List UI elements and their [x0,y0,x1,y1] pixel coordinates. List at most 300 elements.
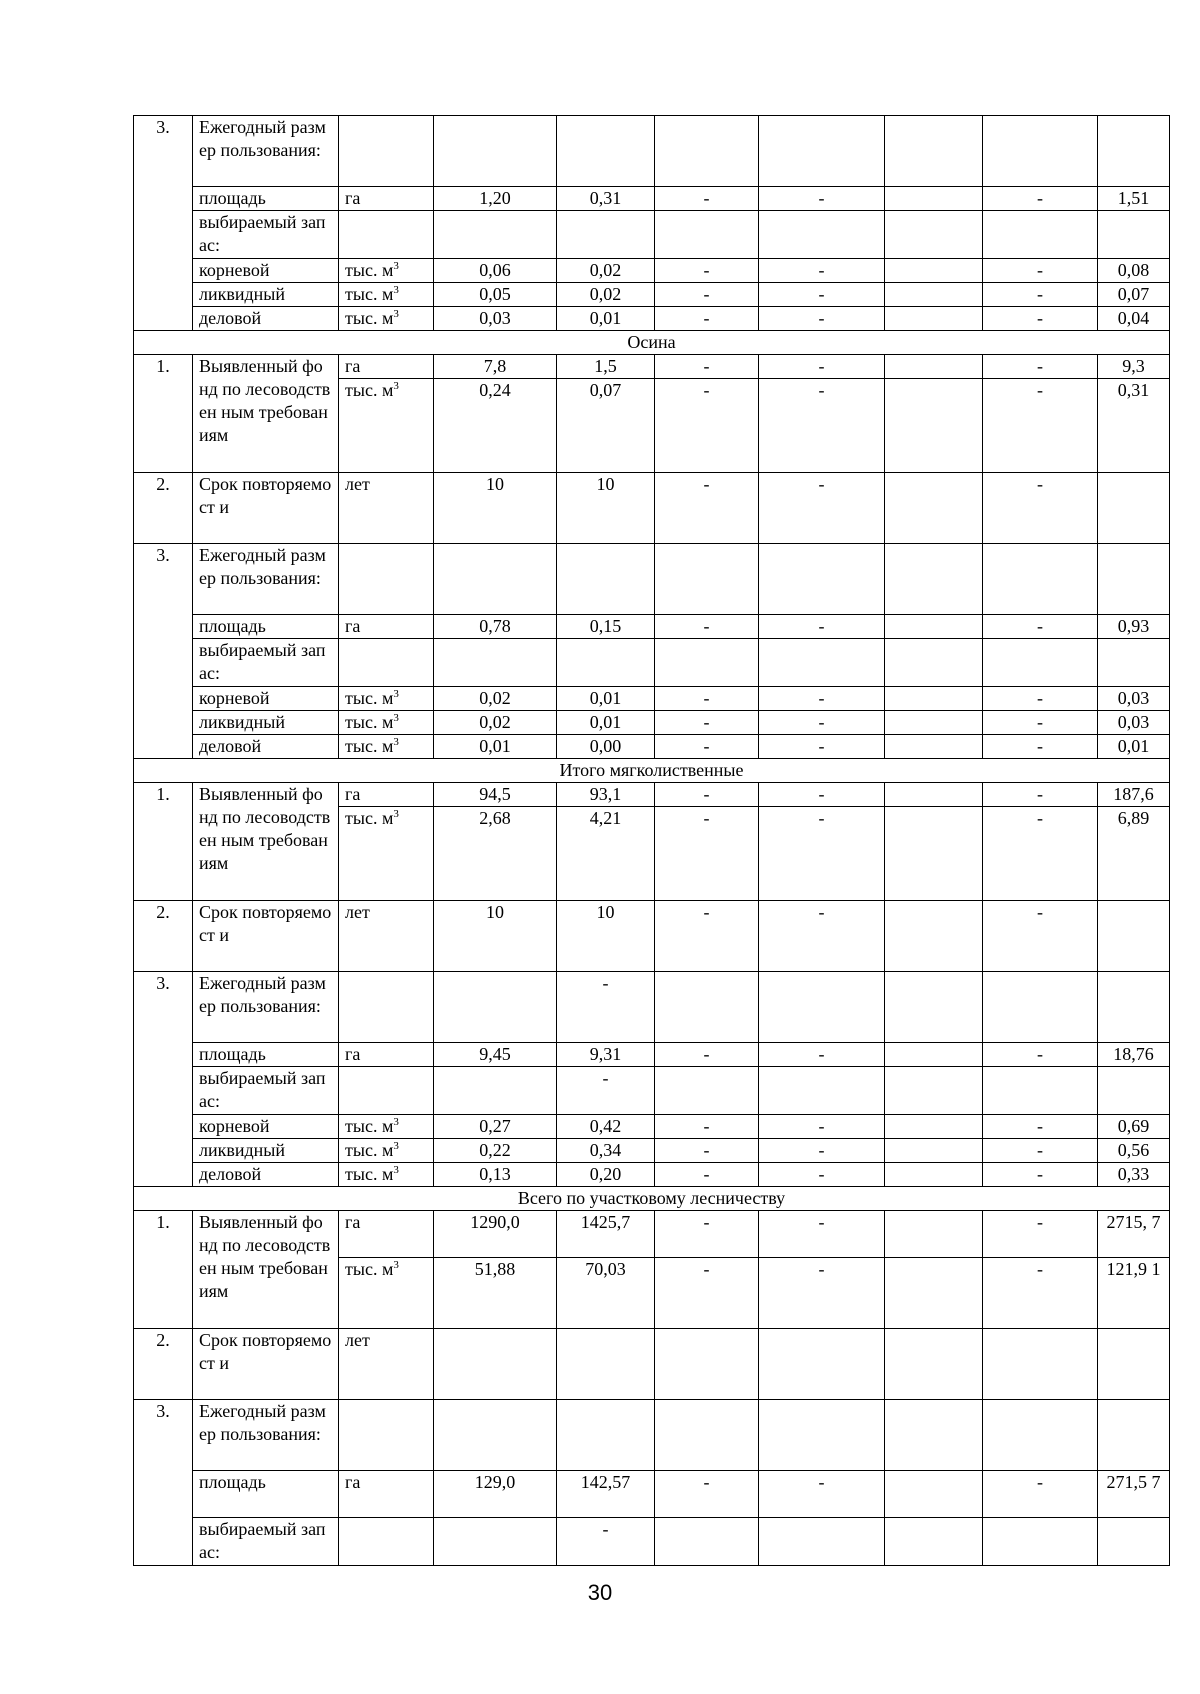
value-cell: 1,5 [557,355,655,379]
value-cell: - [557,1067,655,1115]
unit-text: тыс. м [345,284,394,304]
value-cell: 0,05 [434,283,557,307]
table-row [134,259,1170,283]
value-cell: 0,03 [434,307,557,331]
value-cell [885,807,983,901]
value-cell: 0,04 [1098,307,1170,331]
value-cell [885,1258,983,1329]
value-cell [434,116,557,187]
value-cell: 0,34 [557,1139,655,1163]
value-cell [885,639,983,687]
table-row [134,283,1170,307]
section-heading: Всего по участковому лесничеству [134,1187,1170,1211]
unit-cell [339,379,434,473]
value-cell [1098,473,1170,544]
value-cell: - [983,307,1098,331]
indicator-name: Выявленный фонд по лесоводствен ным требованиям [193,783,339,901]
section-heading: Итого мягколиственные [134,759,1170,783]
unit-superscript: 3 [393,260,399,272]
value-cell [885,687,983,711]
value-cell: - [759,1211,885,1258]
value-cell [885,473,983,544]
value-cell: 0,78 [434,615,557,639]
value-cell: 1290,0 [434,1211,557,1258]
indicator-name: выбираемый запас: [193,211,339,259]
indicator-name: ликвидный [193,1139,339,1163]
table-row [134,1329,1170,1400]
indicator-name: Срок повторяемост и [193,473,339,544]
value-cell [885,1139,983,1163]
unit-cell [339,473,434,544]
unit-superscript: 3 [393,712,399,724]
table-row [134,307,1170,331]
value-cell [434,972,557,1043]
section-row [134,1187,1170,1211]
value-cell: - [557,1518,655,1566]
value-cell: - [655,307,759,331]
value-cell [885,283,983,307]
table-row [134,187,1170,211]
indicator-name: деловой [193,735,339,759]
value-cell: 0,31 [557,187,655,211]
item-number: 1. [134,1211,193,1329]
value-cell: 0,24 [434,379,557,473]
value-cell [885,1518,983,1566]
value-cell [655,211,759,259]
value-cell [1098,972,1170,1043]
value-cell: - [983,711,1098,735]
value-cell: 121,9 1 [1098,1258,1170,1329]
value-cell: 0,42 [557,1115,655,1139]
value-cell [759,544,885,615]
value-cell: - [655,1471,759,1518]
unit-text: лет [345,474,370,494]
value-cell [434,1518,557,1566]
indicator-name: Ежегодный размер пользования: [193,1400,339,1471]
value-cell: - [759,1471,885,1518]
value-cell [759,1329,885,1400]
value-cell: 129,0 [434,1471,557,1518]
value-cell [885,379,983,473]
value-cell: 0,56 [1098,1139,1170,1163]
value-cell: 0,13 [434,1163,557,1187]
indicator-name: корневой [193,259,339,283]
value-cell [655,639,759,687]
value-cell: 0,01 [1098,735,1170,759]
indicator-name: деловой [193,307,339,331]
value-cell: - [983,1471,1098,1518]
value-cell: - [759,187,885,211]
indicator-name: площадь [193,1471,339,1518]
item-number: 3. [134,544,193,759]
table-row [134,901,1170,972]
value-cell: - [983,1115,1098,1139]
value-cell: 10 [434,473,557,544]
value-cell: - [655,711,759,735]
value-cell: 10 [557,901,655,972]
table-row [134,473,1170,544]
unit-cell [339,307,434,331]
unit-text: га [345,784,361,804]
unit-text: тыс. м [345,260,394,280]
value-cell: 0,01 [557,307,655,331]
value-cell [557,1329,655,1400]
indicator-name: ликвидный [193,711,339,735]
unit-cell [339,1518,434,1566]
unit-cell [339,259,434,283]
value-cell [434,1067,557,1115]
unit-cell [339,1043,434,1067]
value-cell: 0,08 [1098,259,1170,283]
unit-cell [339,615,434,639]
value-cell: - [759,687,885,711]
table-row [134,211,1170,259]
value-cell: 271,5 7 [1098,1471,1170,1518]
value-cell: - [759,1258,885,1329]
value-cell: - [655,473,759,544]
table-body [134,116,1170,1566]
indicator-name: Срок повторяемост и [193,1329,339,1400]
unit-text: тыс. м [345,736,394,756]
value-cell [885,307,983,331]
section-row [134,331,1170,355]
value-cell [1098,901,1170,972]
value-cell: 142,57 [557,1471,655,1518]
table-row [134,544,1170,615]
value-cell [983,1329,1098,1400]
value-cell: - [759,259,885,283]
unit-cell [339,639,434,687]
value-cell: - [655,187,759,211]
table-row [134,972,1170,1043]
unit-text: га [345,1472,361,1492]
unit-text: тыс. м [345,1259,394,1279]
indicator-name: Ежегодный размер пользования: [193,972,339,1043]
value-cell [434,544,557,615]
value-cell: - [983,259,1098,283]
value-cell [557,1400,655,1471]
unit-cell [339,355,434,379]
value-cell: 0,00 [557,735,655,759]
item-number: 3. [134,116,193,331]
value-cell: - [655,901,759,972]
value-cell [655,972,759,1043]
value-cell: 187,6 [1098,783,1170,807]
value-cell: - [759,1163,885,1187]
value-cell [1098,211,1170,259]
indicator-name: Ежегодный размер пользования: [193,544,339,615]
value-cell [983,972,1098,1043]
value-cell: 0,02 [557,259,655,283]
value-cell [759,972,885,1043]
unit-text: га [345,1044,361,1064]
unit-cell [339,1163,434,1187]
item-number: 2. [134,1329,193,1400]
unit-cell [339,687,434,711]
value-cell: 0,93 [1098,615,1170,639]
table-row [134,711,1170,735]
value-cell [885,544,983,615]
unit-text: тыс. м [345,688,394,708]
value-cell [885,116,983,187]
value-cell: 0,07 [557,379,655,473]
value-cell [1098,116,1170,187]
unit-cell [339,544,434,615]
indicator-name: Ежегодный размер пользования: [193,116,339,187]
value-cell: - [655,259,759,283]
value-cell: - [983,1163,1098,1187]
value-cell: - [759,379,885,473]
value-cell [759,1067,885,1115]
section-heading: Осина [134,331,1170,355]
value-cell: - [983,379,1098,473]
value-cell: - [983,901,1098,972]
value-cell [759,639,885,687]
indicator-name: Выявленный фонд по лесоводствен ным требованиям [193,355,339,473]
unit-cell [339,1329,434,1400]
indicator-name: площадь [193,187,339,211]
value-cell: 0,31 [1098,379,1170,473]
unit-cell [339,116,434,187]
value-cell: - [759,711,885,735]
value-cell: - [983,783,1098,807]
value-cell [1098,1518,1170,1566]
value-cell: 9,3 [1098,355,1170,379]
value-cell [885,1067,983,1115]
value-cell: 0,01 [434,735,557,759]
item-number: 2. [134,473,193,544]
value-cell [655,1329,759,1400]
table-row [134,615,1170,639]
value-cell: - [655,1211,759,1258]
table-row [134,1163,1170,1187]
value-cell: - [983,1043,1098,1067]
value-cell [885,615,983,639]
value-cell: - [655,783,759,807]
value-cell: - [655,283,759,307]
table-row [134,1043,1170,1067]
indicator-name: ликвидный [193,283,339,307]
value-cell [983,1400,1098,1471]
value-cell: 1,51 [1098,187,1170,211]
value-cell: - [655,1258,759,1329]
value-cell: - [557,972,655,1043]
unit-cell [339,1400,434,1471]
value-cell: 0,69 [1098,1115,1170,1139]
value-cell: - [983,807,1098,901]
unit-superscript: 3 [393,736,399,748]
unit-text: тыс. м [345,308,394,328]
unit-cell [339,1211,434,1258]
unit-text: лет [345,1330,370,1350]
value-cell: 6,89 [1098,807,1170,901]
value-cell: - [655,1115,759,1139]
value-cell: 1,20 [434,187,557,211]
indicator-name: выбираемый запас: [193,639,339,687]
value-cell: - [759,283,885,307]
value-cell: 2,68 [434,807,557,901]
indicator-name: Выявленный фонд по лесоводствен ным требованиям [193,1211,339,1329]
value-cell [1098,1329,1170,1400]
value-cell [655,116,759,187]
unit-superscript: 3 [393,688,399,700]
unit-cell [339,187,434,211]
value-cell: - [655,687,759,711]
table-row [134,1471,1170,1518]
value-cell [1098,1400,1170,1471]
value-cell [983,211,1098,259]
value-cell [557,116,655,187]
unit-text: тыс. м [345,1116,394,1136]
table-row [134,1518,1170,1566]
item-number: 2. [134,901,193,972]
value-cell: 0,07 [1098,283,1170,307]
unit-superscript: 3 [393,1259,399,1271]
indicator-name: выбираемый запас: [193,1067,339,1115]
unit-cell [339,1067,434,1115]
value-cell [885,783,983,807]
unit-superscript: 3 [393,1116,399,1128]
value-cell: - [759,1139,885,1163]
value-cell [557,211,655,259]
value-cell: 0,01 [557,711,655,735]
unit-text: га [345,188,361,208]
unit-superscript: 3 [393,380,399,392]
value-cell [759,1518,885,1566]
unit-text: тыс. м [345,380,394,400]
unit-cell [339,1139,434,1163]
value-cell: 0,02 [434,687,557,711]
value-cell [885,711,983,735]
value-cell [1098,544,1170,615]
table-row [134,783,1170,807]
value-cell: - [983,473,1098,544]
unit-cell [339,1471,434,1518]
forest-use-table [133,115,1170,1566]
page-number: 30 [587,1580,613,1605]
value-cell [885,1400,983,1471]
unit-text: тыс. м [345,808,394,828]
table-row [134,1211,1170,1258]
indicator-name: выбираемый запас: [193,1518,339,1566]
table-row [134,639,1170,687]
value-cell [983,639,1098,687]
value-cell: - [655,735,759,759]
unit-text: га [345,1212,361,1232]
value-cell [983,544,1098,615]
item-number: 3. [134,972,193,1187]
value-cell: 9,45 [434,1043,557,1067]
unit-superscript: 3 [393,1140,399,1152]
indicator-name: деловой [193,1163,339,1187]
value-cell: - [983,1139,1098,1163]
value-cell: - [655,615,759,639]
value-cell: - [983,283,1098,307]
value-cell: - [759,307,885,331]
value-cell [885,1043,983,1067]
value-cell: - [983,1258,1098,1329]
value-cell [885,735,983,759]
value-cell [983,1067,1098,1115]
table-row [134,1139,1170,1163]
value-cell: - [759,735,885,759]
table-row [134,1400,1170,1471]
value-cell [434,211,557,259]
section-row [134,759,1170,783]
value-cell: 0,20 [557,1163,655,1187]
unit-text: тыс. м [345,712,394,732]
value-cell: 94,5 [434,783,557,807]
value-cell: 0,33 [1098,1163,1170,1187]
value-cell [885,1163,983,1187]
value-cell [434,1329,557,1400]
value-cell [885,972,983,1043]
value-cell: - [759,901,885,972]
value-cell [655,1400,759,1471]
value-cell [885,1115,983,1139]
value-cell: 2715, 7 [1098,1211,1170,1258]
value-cell [885,1471,983,1518]
unit-superscript: 3 [393,308,399,320]
value-cell: - [983,1211,1098,1258]
value-cell: - [655,1163,759,1187]
value-cell: 0,01 [557,687,655,711]
unit-text: тыс. м [345,1140,394,1160]
table-row [134,1115,1170,1139]
value-cell: 7,8 [434,355,557,379]
value-cell: 0,03 [1098,711,1170,735]
value-cell [885,901,983,972]
table-row [134,355,1170,379]
unit-cell [339,1258,434,1329]
unit-cell [339,211,434,259]
unit-cell [339,783,434,807]
unit-text: лет [345,902,370,922]
value-cell [434,639,557,687]
value-cell: 0,06 [434,259,557,283]
indicator-name: корневой [193,1115,339,1139]
unit-text: га [345,356,361,376]
value-cell [655,544,759,615]
value-cell: - [983,615,1098,639]
value-cell: - [759,473,885,544]
table-row [134,687,1170,711]
value-cell [885,187,983,211]
value-cell [557,639,655,687]
value-cell: - [759,355,885,379]
item-number: 1. [134,783,193,901]
value-cell: 0,02 [434,711,557,735]
value-cell: - [759,783,885,807]
value-cell: - [983,355,1098,379]
indicator-name: площадь [193,1043,339,1067]
value-cell [759,211,885,259]
value-cell: 10 [434,901,557,972]
unit-superscript: 3 [393,284,399,296]
value-cell: 0,27 [434,1115,557,1139]
value-cell: 1425,7 [557,1211,655,1258]
value-cell [434,1400,557,1471]
value-cell: 70,03 [557,1258,655,1329]
value-cell: - [759,1115,885,1139]
unit-superscript: 3 [393,1164,399,1176]
value-cell: 51,88 [434,1258,557,1329]
value-cell: - [655,1043,759,1067]
value-cell [655,1518,759,1566]
value-cell [885,259,983,283]
value-cell: - [759,1043,885,1067]
value-cell: - [655,1139,759,1163]
